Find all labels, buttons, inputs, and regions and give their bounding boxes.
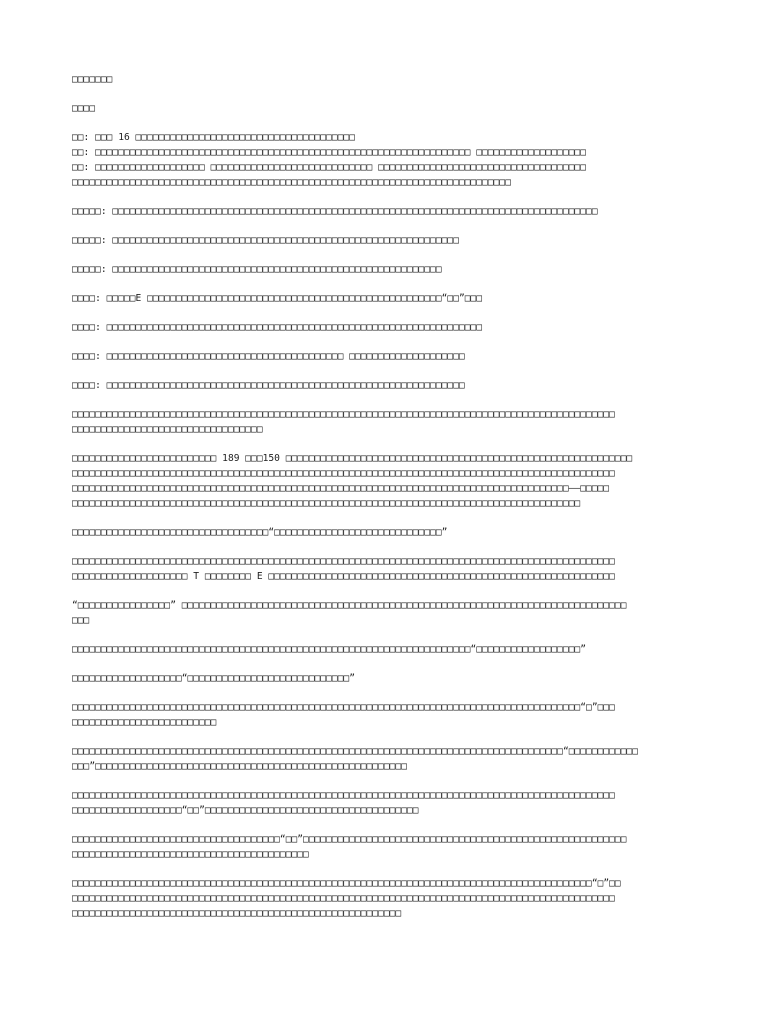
paragraph-line: □□□□□□□□□□□□□□□□□□□“□□”□□□□□□□□□□□□□□□□□□□□□□□□□□□□□□□□□□□□□ [72,805,419,816]
paragraph-line: □□□□□□□□□□□□□□□□□□□□□□□□□□□□□□□□□□□□□□□□□□□□□□□□□□□□□□□□□□□□□□□□□□□□□□□□□□□□□□□□□□□□□“□□□□□□□□□□□□ [72,746,639,757]
paragraph-line: □□□□: □□□□□□□□□□□□□□□□□□□□□□□□□□□□□□□□□□□□□□□□□□□□□□□□□□□□□□□□□□□□□□ [72,380,465,391]
paragraph-line: □□□□□□□□□□□□□□□□□□□□□□□□□□□□□□□□□□□□□□□□□□□□□□□□□□□□□□□□□□□□□□□□□□□□□□□□□□□□□□□□□□□□□□□□□□□□□□ [72,893,615,904]
paragraph-line: □□□□□□□□□□□□□□□□□□□□□□□□□□□□□□□□□□□□□□□□□□□□□□□□□□□□□□□□□□□□□□□□□□□□□□□□□□□□□□□□□□□□□□□□□□□□□□ [72,790,615,801]
paragraph [72,788,698,818]
document-body [72,130,698,921]
paragraph-line: □□□□: □□□□□□□□□□□□□□□□□□□□□□□□□□□□□□□□□□□□□□□□□ □□□□□□□□□□□□□□□□□□□□ [72,351,465,362]
paragraph-line: □□□□□□□□□□□□□□□□□□□□□□□□□□□□□□□□□□□□□□□□□□□□□□□□□□□□□□□□□□□□□□□□□□□□□□□□□□□□□□□□□□□□□□□□□□□□□□ [72,556,615,567]
paragraph-line: □□□□: □□□□□□□□□□□□□□□□□□□□□□□□□□□□□□□□□□□□□□□□□□□□□□□□□□□□□□□□□□□□□□□□□ [72,322,483,333]
paragraph [72,598,698,628]
paragraph [72,671,698,686]
paragraph [72,642,698,657]
paragraph [72,291,698,306]
paragraph-line: □□□□□□□□□□□□□□□□□□□□ T □□□□□□□□ E □□□□□□□□□□□□□□□□□□□□□□□□□□□□□□□□□□□□□□□□□□□□□□□□□□□□□□□□□□□□ [72,571,615,582]
paragraph-line: □□: □□□□□□□□□□□□□□□□□□□ □□□□□□□□□□□□□□□□□□□□□□□□□□□□ □□□□□□□□□□□□□□□□□□□□□□□□□□□□□□□□□□□□ [72,162,587,173]
paragraph [72,525,698,540]
paragraph [72,451,698,511]
paragraph-line: □□□□□□□□□□□□□□□□□□□□□□□□□□□□□□□□□□□□□□□□□□□□□□□□□□□□□□□□□□□□□□□□□□□□□□□□□□□□ [72,177,511,188]
paragraph-line: □□: □□□ 16 □□□□□□□□□□□□□□□□□□□□□□□□□□□□□□□□□□□□□□ [72,132,356,143]
paragraph [72,349,698,364]
paragraph [72,204,698,219]
paragraph-line: □□□□□□□□□□□□□□□□□□□□□□□□□□□□□□□□□□□□□□□□□□□□□□□□□□□□□□□□□□□□□□□□□□□□□□□□□□□□□□□□□□□□□□——□□□□□ [72,483,610,494]
paragraph-line: □□□□□□□□□□□□□□□□□□□□□□□□□□□□□□□□□□□□□□□□□□□□□□□□□□□□□□□□□□□□□□□□□□□□□“□□□□□□□□□□□□□□□□□□” [72,644,587,655]
paragraph-line: □□□□□: □□□□□□□□□□□□□□□□□□□□□□□□□□□□□□□□□□□□□□□□□□□□□□□□□□□□□□□□□□□□□□□□□□□□□□□□□□□□□□□□□□□□ [72,206,598,217]
paragraph-line: □□□□□□□□□□□□□□□□□□□□□□□□□ [72,717,217,728]
paragraph-line: □□□□□□□□□□□□□□□□□□□□□□□□□□□□□□□□□□□□□□□□□□□□□□□□□□□□□□□□□□□□□□□□□□□□□□□□□□□□□□□□□□□□□□□□□□□□□□ [72,468,615,479]
paragraph [72,832,698,862]
paragraph-line: □□□□□□□□□□□□□□□□□□□□□□□□□□□□□□□□□□“□□□□□□□□□□□□□□□□□□□□□□□□□□□□□” [72,527,448,538]
paragraph-line: □□□ [72,615,90,626]
paragraph-line: □□: □□□□□□□□□□□□□□□□□□□□□□□□□□□□□□□□□□□□□□□□□□□□□□□□□□□□□□□□□□□□□□□□□ □□□□□□□□□□□□□□□□□□□ [72,147,587,158]
paragraph [72,700,698,730]
paragraph [72,554,698,584]
paragraph [72,233,698,248]
paragraph-line: □□□□□□□□□□□□□□□□□□□□□□□□□□□□□□□□□□□□□□□□□□□□□□□□□□□□□□□□□□□□□□□□□□□□□□□□□□□□□□□□□□□□□□□□“□”□□□ [72,702,615,713]
paragraph-line: □□□□□□□□□□□□□□□□□□□“□□□□□□□□□□□□□□□□□□□□□□□□□□□□” [72,673,356,684]
paragraph-line: □□□□: □□□□□E □□□□□□□□□□□□□□□□□□□□□□□□□□□□□□□□□□□□□□□□□□□□□□□□□□□“□□”□□□ [72,293,483,304]
paragraph [72,320,698,335]
paragraph-line: □□□□□□□□□□□□□□□□□□□□□□□□□□□□□□□□□□□□□□□□□ [72,849,309,860]
paragraph [72,130,698,190]
paragraph-line: □□□□□□□□□□□□□□□□□□□□□□□□□□□□□□□□□□□□□□□□□□□□□□□□□□□□□□□□□□□□□□□□□□□□□□□□□□□□□□□□□□□□□□□□□□□□□□ [72,409,615,420]
paragraph-line: □□□□□□□□□□□□□□□□□□□□□□□□□ 189 □□□150 □□□□□□□□□□□□□□□□□□□□□□□□□□□□□□□□□□□□□□□□□□□□□□□□□□□□□□□□□□□□ [72,453,633,464]
paragraph [72,407,698,437]
paragraph-line: □□□□□□□□□□□□□□□□□□□□□□□□□□□□□□□□□□□□“□□”□□□□□□□□□□□□□□□□□□□□□□□□□□□□□□□□□□□□□□□□□□□□□□□□□□□□□□□□ [72,834,627,845]
paragraph-line: □□□□□□□□□□□□□□□□□□□□□□□□□□□□□□□□□□□□□□□□□□□□□□□□□□□□□□□□□□□□□□□□□□□□□□□□□□□□□□□□□□□□□□□□ [72,498,581,509]
paragraph-line: □□□□□: □□□□□□□□□□□□□□□□□□□□□□□□□□□□□□□□□□□□□□□□□□□□□□□□□□□□□□□□□□□□ [72,235,459,246]
paragraph-line: □□□”□□□□□□□□□□□□□□□□□□□□□□□□□□□□□□□□□□□□□□□□□□□□□□□□□□□□□□ [72,761,408,772]
document-subtitle: □□□□ [72,103,96,114]
paragraph [72,876,698,921]
paragraph [72,262,698,277]
document-page [72,72,698,921]
paragraph [72,744,698,774]
paragraph-line: “□□□□□□□□□□□□□□□□” □□□□□□□□□□□□□□□□□□□□□□□□□□□□□□□□□□□□□□□□□□□□□□□□□□□□□□□□□□□□□□□□□□□□□□□□□□□□□ [72,600,627,611]
paragraph-line: □□□□□: □□□□□□□□□□□□□□□□□□□□□□□□□□□□□□□□□□□□□□□□□□□□□□□□□□□□□□□□□ [72,264,442,275]
paragraph-line: □□□□□□□□□□□□□□□□□□□□□□□□□□□□□□□□□□□□□□□□□□□□□□□□□□□□□□□□□ [72,908,402,919]
paragraph [72,378,698,393]
document-title: □□□□□□□ [72,74,113,85]
paragraph-line: □□□□□□□□□□□□□□□□□□□□□□□□□□□□□□□□□□□□□□□□□□□□□□□□□□□□□□□□□□□□□□□□□□□□□□□□□□□□□□□□□□□□□□□□□□“□”□□ [72,878,621,889]
paragraph-line: □□□□□□□□□□□□□□□□□□□□□□□□□□□□□□□□□ [72,424,263,435]
